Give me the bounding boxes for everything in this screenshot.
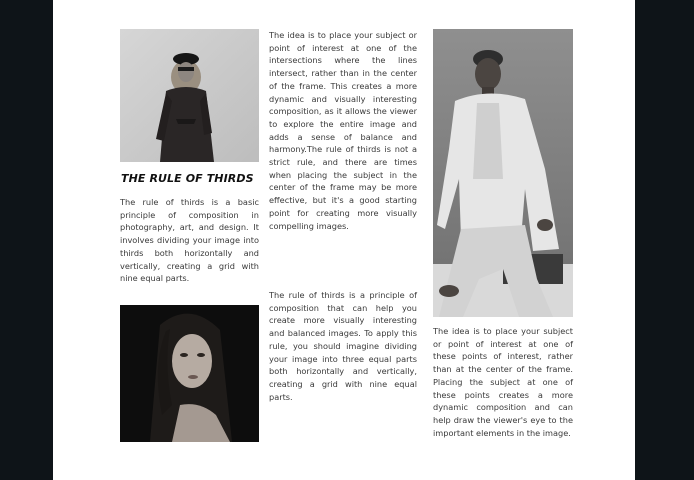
middle-bottom-paragraph: The rule of thirds is a principle of composition that can help you create more visually interesting and balanced images. To apply this rule, you should imagine dividing your image into three equal parts both horizontally and vertically, creating a grid with nine equal parts. <box>269 290 417 402</box>
photo-man-beanie <box>433 29 573 317</box>
photo-woman-portrait <box>120 305 259 442</box>
right-bottom-paragraph: The idea is to place your subject or point of interest at one of these points of interest, rather than at the center of the frame. Placing the subject at one of these points creates a more dynamic composition and can help draw the viewer's eye to the important elements in the image. <box>433 326 573 438</box>
document-page <box>53 0 635 480</box>
photo-woman-beret <box>120 29 259 162</box>
middle-top-paragraph: The idea is to place your subject or point of interest at one of the intersections where the lines intersect, rather than in the center of the frame. This creates a more dynamic and visually interesting composition, as it allows the viewer to explore the entire image and adds a sense of balance and harmony.The rule of thirds is not a strict rule, and there are times when placing the subject in the center of the frame may be more effective, but it's a good starting point for creating more visually compelling images. <box>269 30 417 231</box>
article-title: THE RULE OF THIRDS <box>121 172 254 185</box>
intro-paragraph: The rule of thirds is a basic principle of composition in photography, art, and design. It involves dividing your image into thirds both horizontally and vertically, creating a grid with nine equal parts. <box>120 197 259 284</box>
